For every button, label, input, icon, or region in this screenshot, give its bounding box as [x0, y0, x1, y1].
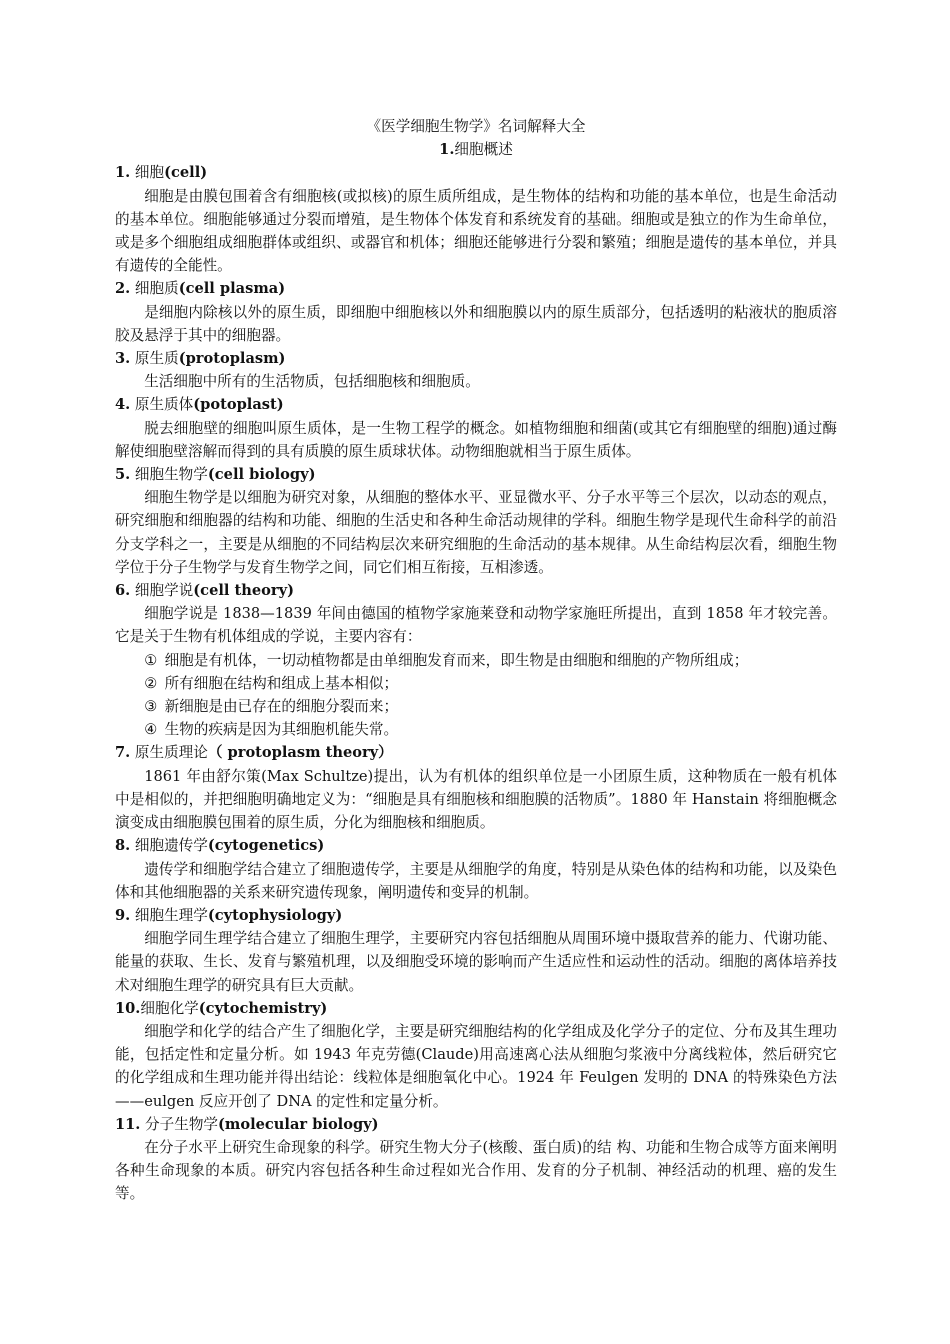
entry-term-english: (cell) [164, 164, 208, 182]
entry-point [115, 718, 837, 741]
chapter-title [115, 138, 837, 161]
entry-term-chinese: 分子生物学 [145, 1115, 219, 1133]
entry-definition: 细胞学同生理学结合建立了细胞生理学，主要研究内容包括细胞从周围环境中摄取营养的能力、代谢功能、能量的获取、生长、发育与繁殖机理，以及细胞受环境的影响而产生适应性和运动性的活动。细胞的离体培养技术对细胞生理学的研究具有巨大贡献。 [115, 930, 837, 994]
entry-definition: 在分子水平上研究生命现象的科学。研究生物大分子(核酸、蛋白质)的结 构、功能和生物合成等方面来阐明各种生命现象的本质。研究内容包括各种生命过程如光合作用、发育的分子机制、神经活动的机理、癌的发生等。 [115, 1138, 837, 1203]
chapter-number: 1. [439, 141, 455, 159]
entry-term [115, 393, 837, 416]
entry-term-chinese: 细胞生物学 [134, 466, 208, 484]
document-title: 《医学细胞生物学》名词解释大全 [366, 118, 586, 135]
entry-term [115, 347, 837, 370]
point-text: 所有细胞在结构和组成上基本相似； [164, 674, 399, 692]
entry-term-english: (potoplast) [193, 396, 284, 414]
entry-term-english: （ protoplasm theory） [207, 744, 393, 762]
glossary-entry [115, 904, 837, 997]
entry-term-chinese: 原生质 [134, 350, 179, 368]
entry-term [115, 904, 837, 927]
point-marker: ③ [144, 698, 158, 716]
entry-definition: 细胞学和化学的结合产生了细胞化学，主要是研究细胞结构的化学组成及化学分子的定位、分布及其生理功能，包括定性和定量分析。如 1943 年克劳德(Claude)用高速离心法从细胞匀浆液中分离线粒体，然后研究它的化学组成和生理功能并得出结论：线粒体是细胞氧化中心。1924 年 Feulgen 发明的 DNA 的特殊染色方法——eulgen 反应开创了 DNA 的定性和定量分析。 [115, 1022, 837, 1110]
entries-list [115, 161, 837, 1205]
entry-term-english: (cytogenetics) [207, 837, 325, 855]
entry-term-english: (cell theory) [193, 582, 294, 600]
entry-term-chinese: 细胞 [134, 164, 165, 182]
glossary-entry [115, 393, 837, 463]
entry-number: 1. [115, 164, 131, 182]
entry-number: 6. [115, 582, 131, 600]
document-page [115, 115, 837, 1206]
glossary-entry [115, 463, 837, 579]
entry-definition: 生活细胞中所有的生活物质，包括细胞核和细胞质。 [144, 373, 480, 391]
point-text: 新细胞是由已存在的细胞分裂而来； [164, 698, 399, 716]
entry-term [115, 463, 837, 486]
entry-term-english: (protoplasm) [178, 350, 286, 368]
glossary-entry [115, 834, 837, 904]
entry-number: 5. [115, 466, 131, 484]
point-marker: ④ [144, 721, 158, 739]
chapter-label: 细胞概述 [454, 141, 513, 159]
entry-point [115, 695, 837, 718]
glossary-entry [115, 997, 837, 1113]
entry-point [115, 649, 837, 672]
entry-definition: 是细胞内除核以外的原生质，即细胞中细胞核以外和细胞膜以内的原生质部分，包括透明的粘液状的胞质溶胶及悬浮于其中的细胞器。 [115, 303, 837, 344]
entry-term-chinese: 细胞化学 [140, 999, 199, 1017]
entry-term-english: (cytophysiology) [207, 906, 343, 924]
point-marker: ② [144, 674, 158, 692]
glossary-entry [115, 161, 837, 277]
entry-definition: 细胞学说是 1838—1839 年间由德国的植物学家施莱登和动物学家施旺所提出，直到 1858 年才较完善。它是关于生物有机体组成的学说，主要内容有： [115, 605, 837, 646]
glossary-entry [115, 277, 837, 347]
glossary-entry [115, 579, 837, 741]
entry-term-english: (cell biology) [207, 466, 316, 484]
entry-number: 7. [115, 744, 131, 762]
glossary-entry [115, 741, 837, 834]
entry-term [115, 834, 837, 857]
entry-term [115, 997, 837, 1020]
entry-term-chinese: 细胞学说 [134, 582, 194, 600]
entry-term-chinese: 细胞生理学 [134, 906, 208, 924]
entry-number: 8. [115, 837, 131, 855]
entry-term [115, 1113, 837, 1136]
entry-term [115, 277, 837, 300]
entry-term [115, 579, 837, 602]
entry-number: 11. [115, 1115, 141, 1133]
entry-term-english: (molecular biology) [218, 1115, 379, 1133]
glossary-entry [115, 1113, 837, 1206]
point-text: 细胞是有机体，一切动植物都是由单细胞发育而来，即生物是由细胞和细胞的产物所组成； [164, 651, 749, 669]
entry-definition: 脱去细胞壁的细胞叫原生质体，是一生物工程学的概念。如植物细胞和细菌(或其它有细胞壁的细胞)通过酶解使细胞壁溶解而得到的具有质膜的原生质球状体。动物细胞就相当于原生质体。 [115, 419, 837, 460]
entry-number: 3. [115, 350, 131, 368]
entry-term-english: (cell plasma) [178, 280, 286, 298]
entry-definition: 细胞是由膜包围着含有细胞核(或拟核)的原生质所组成，是生物体的结构和功能的基本单位，也是生命活动的基本单位。细胞能够通过分裂而增殖，是生物体个体发育和系统发育的基础。细胞或是独立的作为生命单位，或是多个细胞组成细胞群体或组织、或器官和机体；细胞还能够进行分裂和繁殖；细胞是遗传的基本单位，并具有遗传的全能性。 [115, 187, 837, 275]
glossary-entry [115, 347, 837, 393]
entry-points [115, 649, 837, 742]
entry-term [115, 161, 837, 184]
entry-definition: 1861 年由舒尔策(Max Schultze)提出，认为有机体的组织单位是一小团原生质，这种物质在一般有机体中是相似的，并把细胞明确地定义为：“细胞是具有细胞核和细胞膜的活物质”。1880 年 Hanstain 将细胞概念演变成由细胞膜包围着的原生质，分化为细胞核和细胞质。 [115, 767, 837, 832]
entry-term-chinese: 细胞遗传学 [134, 837, 208, 855]
entry-term-chinese: 原生质理论 [134, 744, 208, 762]
point-marker: ① [144, 651, 158, 669]
entry-definition: 细胞生物学是以细胞为研究对象，从细胞的整体水平、亚显微水平、分子水平等三个层次，以动态的观点，研究细胞和细胞器的结构和功能、细胞的生活史和各种生命活动规律的学科。细胞生物学是现代生命科学的前沿分支学科之一，主要是从细胞的不同结构层次来研究细胞的生命活动的基本规律。从生命结构层次看，细胞生物学位于分子生物学与发育生物学之间，同它们相互衔接，互相渗透。 [115, 489, 837, 576]
entry-point [115, 672, 837, 695]
entry-number: 9. [115, 906, 131, 924]
entry-number: 4. [115, 396, 131, 414]
entry-number: 2. [115, 280, 131, 298]
entry-term-english: (cytochemistry) [198, 999, 328, 1017]
entry-term-chinese: 细胞质 [134, 280, 179, 298]
entry-term-chinese: 原生质体 [134, 396, 194, 414]
entry-number: 10. [115, 999, 141, 1017]
entry-definition: 遗传学和细胞学结合建立了细胞遗传学，主要是从细胞学的角度，特别是从染色体的结构和功能，以及染色体和其他细胞器的关系来研究遗传现象，阐明遗传和变异的机制。 [115, 860, 837, 901]
point-text: 生物的疾病是因为其细胞机能失常。 [164, 721, 399, 739]
entry-term [115, 741, 837, 764]
